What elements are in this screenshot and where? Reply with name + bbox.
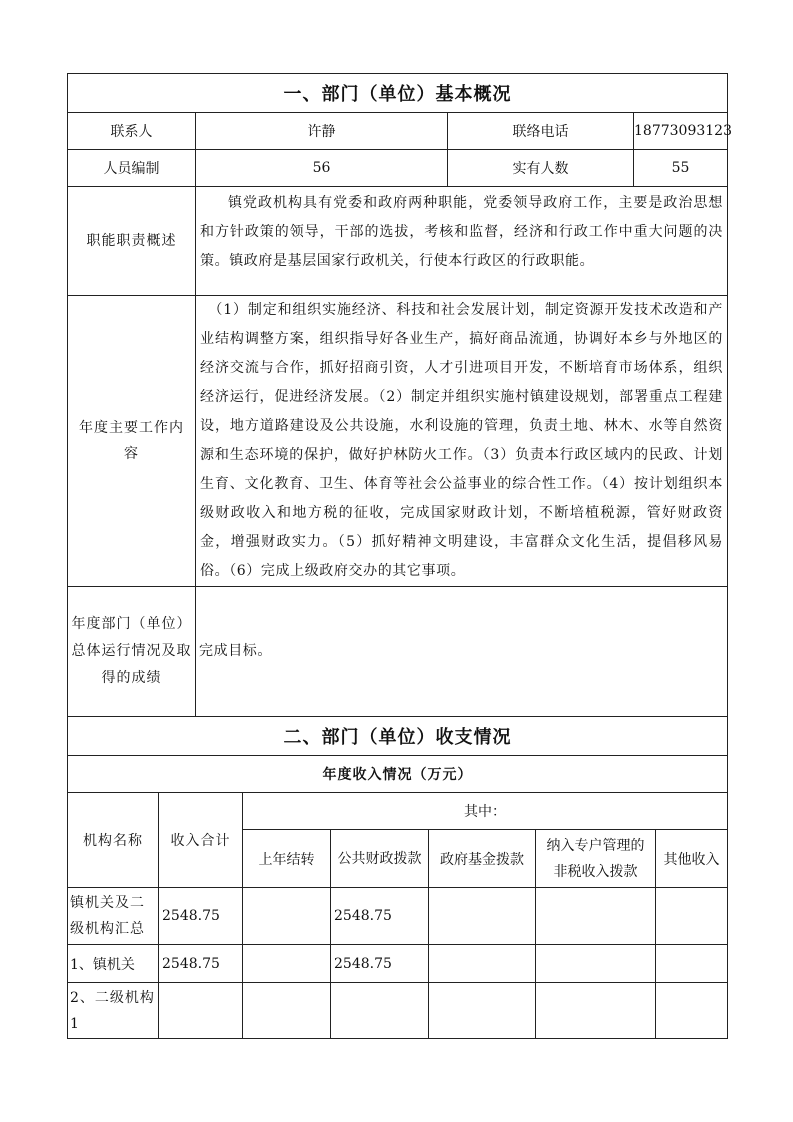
- duties-label: 职能职责概述: [68, 187, 196, 296]
- duties-text: 镇党政机构具有党委和政府两种职能，党委领导政府工作，主要是政治思想和方针政策的领导，干部的选拔，考核和监督，经济和行政工作中重大问题的决策。镇政府是基层国家行政机关，行使本行政区的行政职能。: [196, 187, 728, 296]
- section1-title: 一、部门（单位）基本概况: [68, 74, 728, 113]
- table-row: [68, 945, 728, 983]
- row-fund: [429, 888, 536, 945]
- staffing-value: 56: [196, 150, 448, 187]
- performance-label: 年度部门（单位）总体运行情况及取得的成绩: [68, 587, 196, 717]
- work-text: （1）制定和组织实施经济、科技和社会发展计划，制定资源开发技术改造和产业结构调整方案，组织指导好各业生产，搞好商品流通，协调好本乡与外地区的经济交流与合作，抓好招商引资，人才引进项目开发，不断培育市场体系，组织经济运行，促进经济发展。（2）制定并组织实施村镇建设规划，部署重点工程建设，地方道路建设及公共设施，水利设施的管理，负责土地、林木、水等自然资源和生态环境的保护，做好护林防火工作。（3）负责本行政区域内的民政、计划生育、文化教育、卫生、体育等社会公益事业的综合性工作。（4）按计划组织本级财政收入和地方税的征收，完成国家财政计划，不断培植税源，管好财政资金，增强财政实力。（5）抓好精神文明建设，丰富群众文化生活，提倡移风易俗。（6）完成上级政府交办的其它事项。: [196, 296, 728, 587]
- actual-value: 55: [634, 150, 728, 187]
- row-public: 2548.75: [331, 945, 429, 983]
- phone-label: 联络电话: [448, 113, 634, 150]
- row-other: [656, 888, 728, 945]
- row-fund: [429, 983, 536, 1039]
- col-other-income: 其他收入: [656, 830, 728, 888]
- row-nontax: [536, 983, 656, 1039]
- col-nontax: 纳入专户管理的非税收入拨款: [536, 830, 656, 888]
- row-public: [331, 983, 429, 1039]
- row-carryover: [243, 888, 331, 945]
- row-total: 2548.75: [159, 888, 243, 945]
- budget-form: [67, 73, 732, 1039]
- phone-value: 18773093123: [634, 113, 728, 150]
- row-carryover: [243, 945, 331, 983]
- staffing-label: 人员编制: [68, 150, 196, 187]
- table-row: [68, 983, 728, 1039]
- row-other: [656, 983, 728, 1039]
- work-label: 年度主要工作内容: [68, 296, 196, 587]
- contact-label: 联系人: [68, 113, 196, 150]
- col-of-which: 其中：: [243, 793, 728, 830]
- row-org-name: 镇机关及二级机构汇总: [68, 888, 159, 945]
- col-carryover: 上年结转: [243, 830, 331, 888]
- col-org-name: 机构名称: [68, 793, 159, 888]
- row-fund: [429, 945, 536, 983]
- col-public-finance: 公共财政拨款: [331, 830, 429, 888]
- row-org-name: 2、二级机构1: [68, 983, 159, 1039]
- row-nontax: [536, 945, 656, 983]
- row-total: [159, 983, 243, 1039]
- col-total-income: 收入合计: [159, 793, 243, 888]
- row-nontax: [536, 888, 656, 945]
- row-public: 2548.75: [331, 888, 429, 945]
- row-org-name: 1、镇机关: [68, 945, 159, 983]
- row-total: 2548.75: [159, 945, 243, 983]
- income-table: [67, 716, 728, 1039]
- income-subtitle: 年度收入情况（万元）: [68, 756, 728, 793]
- table-row: [68, 888, 728, 945]
- actual-label: 实有人数: [448, 150, 634, 187]
- section2-title: 二、部门（单位）收支情况: [68, 717, 728, 756]
- col-gov-fund: 政府基金拨款: [429, 830, 536, 888]
- row-other: [656, 945, 728, 983]
- contact-value: 许静: [196, 113, 448, 150]
- row-carryover: [243, 983, 331, 1039]
- performance-text: 完成目标。: [196, 587, 728, 717]
- basic-info-table: [67, 73, 732, 717]
